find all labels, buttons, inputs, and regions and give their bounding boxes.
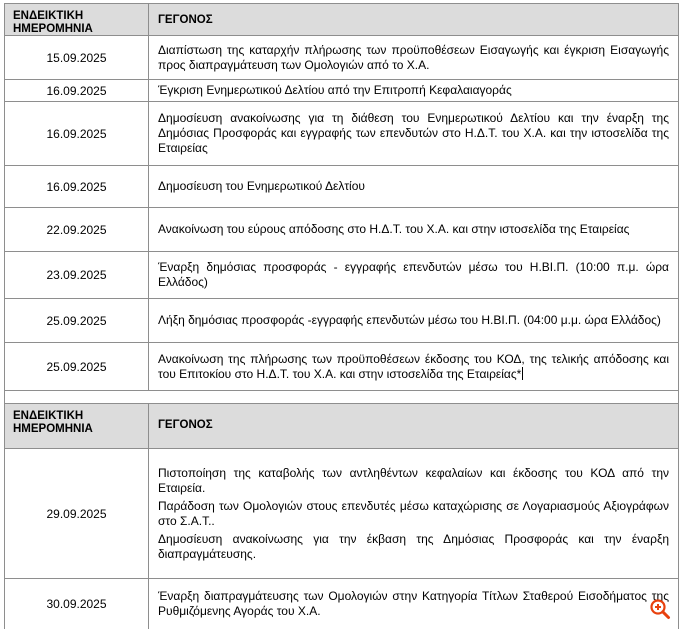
zoom-in-icon[interactable] — [649, 598, 671, 620]
header-event: ΓΕΓΟΝΟΣ — [149, 4, 679, 35]
row-date: 22.09.2025 — [5, 208, 149, 251]
table-gap — [4, 391, 679, 403]
row-event: Έγκριση Ενημερωτικού Δελτίου από την Επιτροπή Κεφαλαιαγοράς — [149, 80, 679, 101]
row-event — [149, 343, 679, 390]
table-row — [4, 449, 679, 579]
header-date: ΕΝΔΕΙΚΤΙΚΗ ΗΜΕΡΟΜΗΝΙΑ — [5, 4, 149, 35]
table-row — [4, 343, 679, 391]
text-cursor — [522, 367, 523, 380]
row-event: Δημοσίευση ανακοίνωσης για τη διάθεση του Ενημερωτικού Δελτίου και την έναρξη της Δημόσιας Προσφοράς και εγγραφής των επενδυτών στο Η.Δ.Τ. του Χ.Α. και την ιστοσελίδα της Εταιρείας — [149, 102, 679, 165]
header-date: ΕΝΔΕΙΚΤΙΚΗ ΗΜΕΡΟΜΗΝΙΑ — [5, 404, 149, 448]
row-date: 23.09.2025 — [5, 252, 149, 298]
table-row — [4, 299, 679, 343]
row-date: 29.09.2025 — [5, 449, 149, 578]
event-paragraph: Πιστοποίηση της καταβολής των αντληθέντων κεφαλαίων και έκδοσης του ΚΟΔ από την Εταιρεία. — [158, 465, 669, 495]
table-row — [4, 166, 679, 208]
row-date: 15.09.2025 — [5, 36, 149, 79]
table-header — [4, 3, 679, 36]
row-date: 30.09.2025 — [5, 579, 149, 629]
row-date: 16.09.2025 — [5, 102, 149, 165]
row-event: Ανακοίνωση του εύρους απόδοσης στο Η.Δ.Τ. του Χ.Α. και στην ιστοσελίδα της Εταιρείας — [149, 208, 679, 251]
row-date: 25.09.2025 — [5, 343, 149, 390]
row-event: Δημοσίευση του Ενημερωτικού Δελτίου — [149, 166, 679, 207]
table-row — [4, 80, 679, 102]
row-date: 16.09.2025 — [5, 166, 149, 207]
table-row — [4, 102, 679, 166]
table-header — [4, 403, 679, 449]
row-event: Έναρξη δημόσιας προσφοράς - εγγραφής επενδυτών μέσω του Η.ΒΙ.Π. (10:00 π.μ. ώρα Ελλάδος) — [149, 252, 679, 298]
table-row — [4, 579, 679, 629]
event-paragraph: Παράδοση των Ομολογιών στους επενδυτές μέσω καταχώρισης σε Λογαριασμούς Αξιογράφων στο Σ.Α.Τ.. — [158, 498, 669, 528]
schedule-table — [4, 3, 679, 629]
row-event: Λήξη δημόσιας προσφοράς -εγγραφής επενδυτών μέσω του Η.ΒΙ.Π. (04:00 μ.μ. ώρα Ελλάδος) — [149, 299, 679, 342]
event-paragraph: Δημοσίευση ανακοίνωσης για την έκβαση της Δημόσιας Προσφοράς και την έναρξη διαπραγμάτευσης. — [158, 531, 669, 561]
table-row — [4, 252, 679, 299]
header-event: ΓΕΓΟΝΟΣ — [149, 404, 679, 448]
table-row — [4, 36, 679, 80]
row-event — [149, 449, 679, 578]
row-event: Διαπίστωση της καταρχήν πλήρωσης των προϋποθέσεων Εισαγωγής και έγκριση Εισαγωγής προς διαπραγμάτευση των Ομολογιών από το Χ.Α. — [149, 36, 679, 79]
table-row — [4, 208, 679, 252]
row-event: Έναρξη διαπραγμάτευσης των Ομολογιών στην Κατηγορία Τίτλων Σταθερού Εισοδήματος της Ρυθμιζόμενης Αγοράς του Χ.Α. — [149, 579, 679, 629]
row-date: 16.09.2025 — [5, 80, 149, 101]
row-date: 25.09.2025 — [5, 299, 149, 342]
row-event-text: Ανακοίνωση της πλήρωσης των προϋποθέσεων έκδοσης του ΚΟΔ, της τελικής απόδοσης και του Επιτοκίου στο Η.Δ.Τ. του Χ.Α. και στην ιστοσελίδα της Εταιρείας* — [158, 351, 669, 381]
